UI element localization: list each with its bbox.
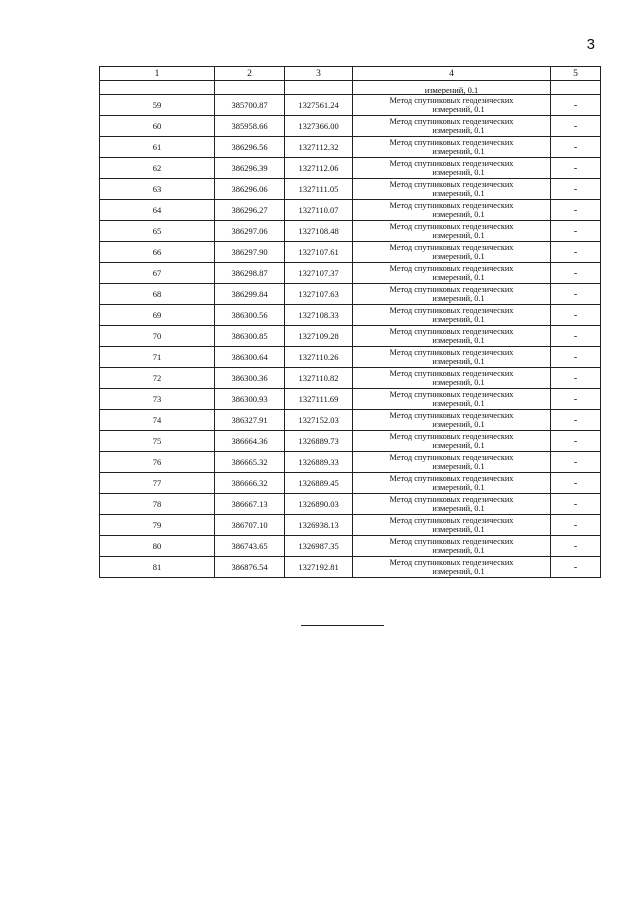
- cell-x: 386743.65: [215, 536, 285, 557]
- cell-y: 1327192.81: [285, 557, 353, 578]
- cell-col5: -: [551, 221, 601, 242]
- table-row: [100, 263, 601, 284]
- method-line-1: Метод спутниковых геодезических: [389, 474, 514, 483]
- cell-y: 1326938.13: [285, 515, 353, 536]
- method-line-2: измерений, 0.1: [432, 105, 485, 114]
- cell-col5: -: [551, 305, 601, 326]
- cell-y: 1327111.69: [285, 389, 353, 410]
- header-col-2: 2: [215, 67, 285, 81]
- cell-x: 386296.06: [215, 179, 285, 200]
- cell-method: [353, 95, 551, 116]
- cell-y: 1327108.33: [285, 305, 353, 326]
- cell-col5: [551, 81, 601, 95]
- cell-col5: -: [551, 368, 601, 389]
- cell-method: [353, 557, 551, 578]
- cell-method: [353, 326, 551, 347]
- header-col-1: 1: [100, 67, 215, 81]
- table-row: [100, 473, 601, 494]
- table-row: [100, 557, 601, 578]
- method-line-1: Метод спутниковых геодезических: [389, 180, 514, 189]
- cell-y: 1327110.07: [285, 200, 353, 221]
- table-row: [100, 137, 601, 158]
- method-line-1: Метод спутниковых геодезических: [389, 243, 514, 252]
- cell-y: 1327107.63: [285, 284, 353, 305]
- cell-method: [353, 347, 551, 368]
- cell-method: [353, 137, 551, 158]
- table-row: [100, 494, 601, 515]
- method-line-1: Метод спутниковых геодезических: [389, 516, 514, 525]
- cell-y: 1327111.05: [285, 179, 353, 200]
- cell-method: [353, 494, 551, 515]
- cell-x: 386665.32: [215, 452, 285, 473]
- cell-col5: -: [551, 284, 601, 305]
- method-line-2: измерений, 0.1: [432, 546, 485, 555]
- method-line-2: измерений, 0.1: [432, 315, 485, 324]
- method-line-1: Метод спутниковых геодезических: [389, 117, 514, 126]
- method-line-2: измерений, 0.1: [432, 231, 485, 240]
- method-line-2: измерений, 0.1: [432, 504, 485, 513]
- cell-col5: -: [551, 536, 601, 557]
- cell-col5: -: [551, 200, 601, 221]
- cell-method: [353, 200, 551, 221]
- cell-y: 1327108.48: [285, 221, 353, 242]
- table-row: [100, 221, 601, 242]
- cell-y: 1327561.24: [285, 95, 353, 116]
- method-line-1: Метод спутниковых геодезических: [389, 201, 514, 210]
- table-header-row: [100, 67, 601, 81]
- cell-y: 1327110.82: [285, 368, 353, 389]
- cell-y: 1326890.03: [285, 494, 353, 515]
- method-line-2: измерений, 0.1: [432, 189, 485, 198]
- table-row: [100, 389, 601, 410]
- cell-y: 1326889.73: [285, 431, 353, 452]
- cell-number: 72: [100, 368, 215, 389]
- cell-col5: -: [551, 95, 601, 116]
- cell-number: 62: [100, 158, 215, 179]
- method-line-2: измерений, 0.1: [432, 525, 485, 534]
- cell-number: 64: [100, 200, 215, 221]
- table-row: [100, 536, 601, 557]
- method-line-1: Метод спутниковых геодезических: [389, 390, 514, 399]
- cell-number: 73: [100, 389, 215, 410]
- method-line-2: измерений, 0.1: [432, 441, 485, 450]
- cell-number: 67: [100, 263, 215, 284]
- method-line-1: Метод спутниковых геодезических: [389, 432, 514, 441]
- cell-col5: -: [551, 410, 601, 431]
- table-row: [100, 116, 601, 137]
- table-row: [100, 284, 601, 305]
- cell-number: 71: [100, 347, 215, 368]
- cell-x: 386300.56: [215, 305, 285, 326]
- cell-col5: -: [551, 347, 601, 368]
- method-line-2: измерений, 0.1: [432, 252, 485, 261]
- cell-number: 63: [100, 179, 215, 200]
- cell-x: 385700.87: [215, 95, 285, 116]
- method-line-2: измерений, 0.1: [432, 336, 485, 345]
- method-line-2: измерений, 0.1: [432, 357, 485, 366]
- cell-number: 76: [100, 452, 215, 473]
- cell-col5: -: [551, 557, 601, 578]
- cell-y: 1326889.33: [285, 452, 353, 473]
- cell-method: [353, 410, 551, 431]
- cell-y: 1327366.00: [285, 116, 353, 137]
- cell-x: 386299.84: [215, 284, 285, 305]
- header-col-5: 5: [551, 67, 601, 81]
- cell-method: [353, 221, 551, 242]
- method-line-2: измерений, 0.1: [432, 567, 485, 576]
- cell-x: 386296.39: [215, 158, 285, 179]
- method-line-1: Метод спутниковых геодезических: [389, 495, 514, 504]
- cell-number: 61: [100, 137, 215, 158]
- cell-method: [353, 284, 551, 305]
- cell-number: 59: [100, 95, 215, 116]
- cell-y: [285, 81, 353, 95]
- cell-number: 77: [100, 473, 215, 494]
- coordinates-table: [99, 66, 601, 578]
- cell-x: 386298.87: [215, 263, 285, 284]
- cell-method: [353, 515, 551, 536]
- cell-number: 66: [100, 242, 215, 263]
- cell-x: 386707.10: [215, 515, 285, 536]
- method-line-1: Метод спутниковых геодезических: [389, 222, 514, 231]
- cell-number: 75: [100, 431, 215, 452]
- method-line-2: измерений, 0.1: [432, 168, 485, 177]
- cell-x: 386327.91: [215, 410, 285, 431]
- table-row: [100, 95, 601, 116]
- table-row: [100, 179, 601, 200]
- cell-y: 1327152.03: [285, 410, 353, 431]
- header-col-3: 3: [285, 67, 353, 81]
- method-line-1: Метод спутниковых геодезических: [389, 306, 514, 315]
- cell-x: 386666.32: [215, 473, 285, 494]
- method-line-1: Метод спутниковых геодезических: [389, 369, 514, 378]
- method-line-1: Метод спутниковых геодезических: [389, 159, 514, 168]
- cell-col5: -: [551, 494, 601, 515]
- cell-number: 60: [100, 116, 215, 137]
- cell-col5: -: [551, 137, 601, 158]
- cell-number: 74: [100, 410, 215, 431]
- cell-number: [100, 81, 215, 95]
- cell-method: [353, 242, 551, 263]
- method-line-2: измерений, 0.1: [432, 399, 485, 408]
- cell-x: 385958.66: [215, 116, 285, 137]
- cell-col5: -: [551, 179, 601, 200]
- cell-x: 386876.54: [215, 557, 285, 578]
- cell-y: 1327112.06: [285, 158, 353, 179]
- method-line-1: Метод спутниковых геодезических: [389, 537, 514, 546]
- cell-number: 81: [100, 557, 215, 578]
- cell-method: [353, 179, 551, 200]
- cell-col5: -: [551, 515, 601, 536]
- cell-number: 79: [100, 515, 215, 536]
- method-line-1: Метод спутниковых геодезических: [389, 453, 514, 462]
- cell-method: [353, 368, 551, 389]
- table-row: [100, 347, 601, 368]
- table-row: [100, 431, 601, 452]
- cell-x: 386667.13: [215, 494, 285, 515]
- cell-x: 386296.27: [215, 200, 285, 221]
- table-row: [100, 326, 601, 347]
- cell-method: измерений, 0.1: [353, 81, 551, 95]
- header-col-4: 4: [353, 67, 551, 81]
- cell-y: 1326889.45: [285, 473, 353, 494]
- cell-x: 386300.85: [215, 326, 285, 347]
- cell-col5: -: [551, 452, 601, 473]
- cell-method: [353, 389, 551, 410]
- continuation-row: [100, 81, 601, 95]
- method-line-2: измерений, 0.1: [432, 273, 485, 282]
- method-line-2: измерений, 0.1: [432, 378, 485, 387]
- method-line-1: Метод спутниковых геодезических: [389, 96, 514, 105]
- cell-number: 80: [100, 536, 215, 557]
- table-row: [100, 158, 601, 179]
- method-line-1: Метод спутниковых геодезических: [389, 285, 514, 294]
- cell-col5: -: [551, 389, 601, 410]
- cell-x: 386297.06: [215, 221, 285, 242]
- method-line-1: Метод спутниковых геодезических: [389, 264, 514, 273]
- cell-method: [353, 536, 551, 557]
- method-line-2: измерений, 0.1: [432, 294, 485, 303]
- cell-col5: -: [551, 116, 601, 137]
- cell-col5: -: [551, 431, 601, 452]
- method-line-2: измерений, 0.1: [432, 483, 485, 492]
- table-row: [100, 242, 601, 263]
- table-row: [100, 200, 601, 221]
- method-line-2: измерений, 0.1: [432, 126, 485, 135]
- method-line-2: измерений, 0.1: [432, 210, 485, 219]
- cell-y: 1327109.28: [285, 326, 353, 347]
- cell-x: 386297.90: [215, 242, 285, 263]
- cell-y: 1327110.26: [285, 347, 353, 368]
- cell-method: [353, 473, 551, 494]
- cell-number: 69: [100, 305, 215, 326]
- cell-x: 386296.56: [215, 137, 285, 158]
- cell-method: [353, 431, 551, 452]
- method-line-1: Метод спутниковых геодезических: [389, 327, 514, 336]
- cell-y: 1327107.61: [285, 242, 353, 263]
- page-number: 3: [586, 36, 595, 53]
- method-line-1: Метод спутниковых геодезических: [389, 558, 514, 567]
- cell-col5: -: [551, 242, 601, 263]
- cell-col5: -: [551, 263, 601, 284]
- cell-number: 70: [100, 326, 215, 347]
- cell-x: 386300.36: [215, 368, 285, 389]
- method-line-1: Метод спутниковых геодезических: [389, 348, 514, 357]
- method-line-2: измерений, 0.1: [432, 420, 485, 429]
- table-row: [100, 368, 601, 389]
- cell-col5: -: [551, 326, 601, 347]
- method-line-2: измерений, 0.1: [432, 147, 485, 156]
- cell-x: 386300.93: [215, 389, 285, 410]
- cell-x: 386664.36: [215, 431, 285, 452]
- cell-y: 1327112.32: [285, 137, 353, 158]
- table-row: [100, 452, 601, 473]
- cell-method: [353, 452, 551, 473]
- method-line-1: Метод спутниковых геодезических: [389, 411, 514, 420]
- cell-x: 386300.64: [215, 347, 285, 368]
- cell-y: 1327107.37: [285, 263, 353, 284]
- footer-rule: [301, 625, 384, 626]
- cell-method: [353, 305, 551, 326]
- cell-x: [215, 81, 285, 95]
- method-line-1: Метод спутниковых геодезических: [389, 138, 514, 147]
- cell-y: 1326987.35: [285, 536, 353, 557]
- cell-number: 68: [100, 284, 215, 305]
- method-line-2: измерений, 0.1: [432, 462, 485, 471]
- table-row: [100, 410, 601, 431]
- table-row: [100, 515, 601, 536]
- cell-col5: -: [551, 158, 601, 179]
- cell-method: [353, 116, 551, 137]
- cell-method: [353, 158, 551, 179]
- table-row: [100, 305, 601, 326]
- cell-method: [353, 263, 551, 284]
- cell-col5: -: [551, 473, 601, 494]
- cell-number: 65: [100, 221, 215, 242]
- cell-number: 78: [100, 494, 215, 515]
